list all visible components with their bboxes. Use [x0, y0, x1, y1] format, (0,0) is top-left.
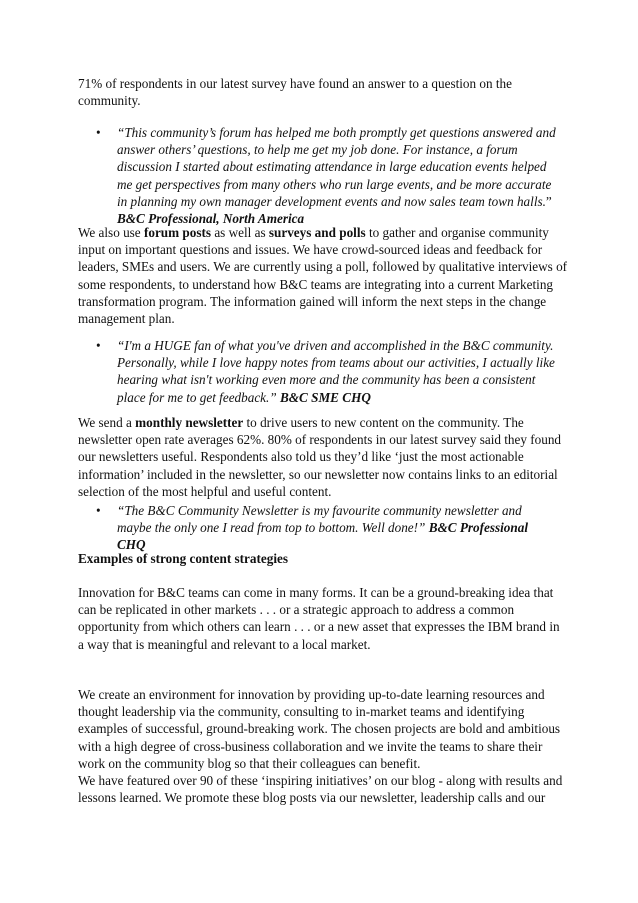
quote-text: “This community’s forum has helped me both promptly get questions answered and answer others’ questions, to help me get my job done. For instance, a forum discussion I started about estimating attendance in large education events helped me get perspectives from many others who run large events, and be more accurate in planning my own manager development events and now sales team town halls.” B&C Professional, North America	[117, 125, 556, 227]
forum-paragraph: We also use forum posts as well as surveys and polls to gather and organise community input on important questions and issues. We have crowd-sourced ideas and feedback for leaders, SMEs and users. We are currently using a poll, followed by qualitative interviews of some respondents, to understand how B&C teams are integrating into a current Marketing transformation program. The information gained will inform the next steps in the change management plan.	[78, 225, 568, 327]
quote-text: “I'm a HUGE fan of what you've driven and accomplished in the B&C community. Personally, while I love happy notes from teams about our activities, I actually like hearing what isn't working even more and the community has been a consistent place for me to get feedback.” B&C SME CHQ	[117, 338, 555, 405]
bullet-icon: •	[96, 125, 101, 140]
quote-source: B&C Professional CHQ	[117, 520, 528, 553]
featured-paragraph: We have featured over 90 of these ‘inspiring initiatives’ on our blog - along with results and lessons learned. We promote these blog posts via our newsletter, leadership calls and our	[78, 773, 563, 806]
intro-paragraph: 71% of respondents in our latest survey have found an answer to a question on the community.	[78, 76, 512, 109]
bullet-icon: •	[96, 503, 101, 518]
environment-paragraph: We create an environment for innovation by providing up-to-date learning resources and thought leadership via the community, consulting to in-market teams and identifying examples of successful, ground-breaking work. The chosen projects are bold and ambitious with a high degree of cross-business collaboration and we invite the teams to share their work on the community blog so that their colleagues can benefit.	[78, 687, 561, 771]
bullet-icon: •	[96, 338, 101, 353]
quote-bullet-forum	[96, 124, 556, 227]
section-heading: Examples of strong content strategies	[78, 551, 288, 566]
quote-source: B&C Professional, North America	[117, 211, 305, 227]
innovation-paragraph: Innovation for B&C teams can come in many forms. It can be a ground-breaking idea that can be replicated in other markets . . . or a strategic approach to address a common opportunity from which others can learn . . . or a new asset that expresses the IBM brand in a way that is meaningful and relevant to a local market.	[78, 585, 560, 652]
quote-source: B&C SME CHQ	[279, 389, 371, 405]
quote-bullet-newsletter	[96, 502, 556, 554]
newsletter-paragraph: We send a monthly newsletter to drive users to new content on the community. The newsletter open rate averages 62%. 80% of respondents in our latest survey said they found our newsletters useful. Respondents also told us they’d like ‘just the most actionable information’ included in the newsletter, so our newsletter now contains links to an editorial selection of the most helpful and useful content.	[78, 415, 562, 499]
quote-bullet-sme	[96, 337, 556, 406]
quote-text: “The B&C Community Newsletter is my favourite community newsletter and maybe the only one I read from top to bottom. Well done!” B&C Professional CHQ	[117, 503, 528, 553]
